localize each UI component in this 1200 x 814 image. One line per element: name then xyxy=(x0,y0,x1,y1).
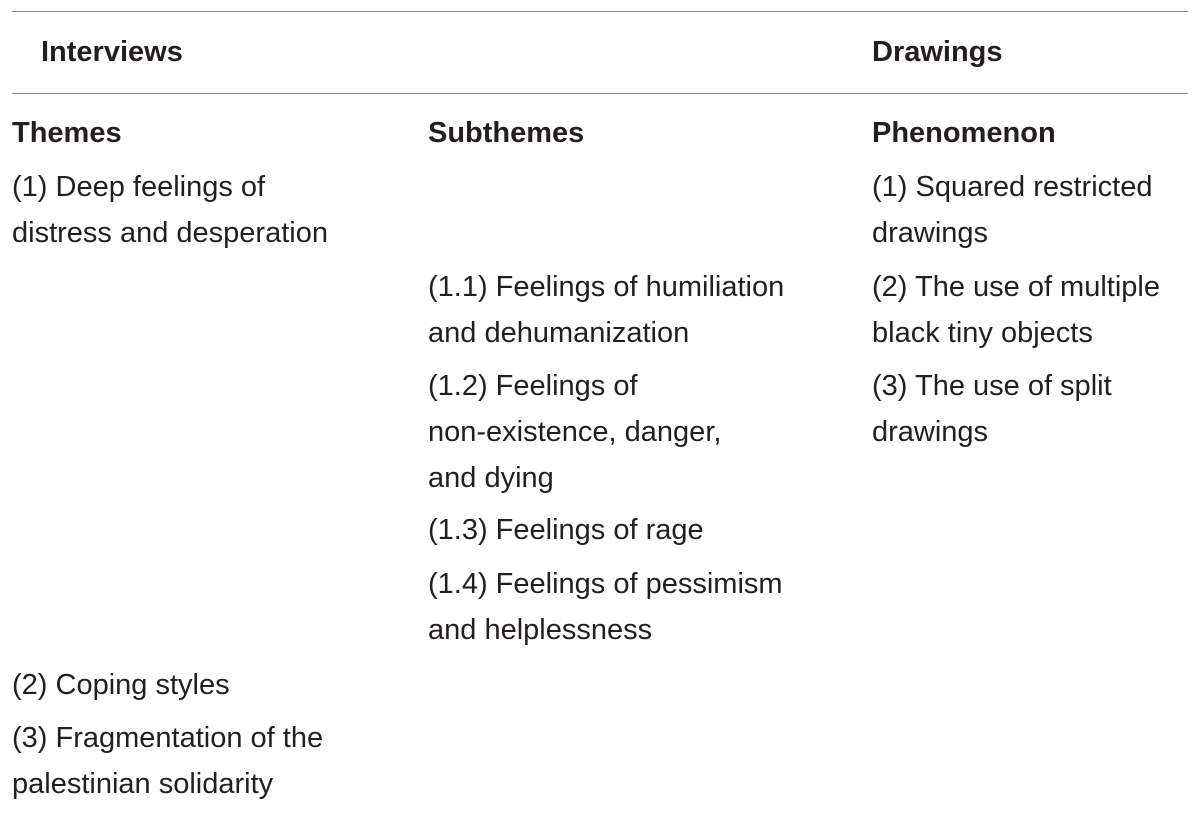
phenomenon-cell-3 xyxy=(872,363,1112,455)
phenomenon-1-line-2: drawings xyxy=(872,217,989,249)
theme-1-line-1: (1) Deep feelings of xyxy=(12,171,266,203)
phenomenon-2-line-1: (2) The use of multiple xyxy=(872,271,1160,303)
subtheme-cell-1-4 xyxy=(428,561,783,653)
theme-cell-3 xyxy=(12,715,323,807)
group-header-drawings: Drawings xyxy=(872,36,1003,68)
subtheme-1-2-line-3: and dying xyxy=(428,462,554,494)
subtheme-1-4-line-1: (1.4) Feelings of pessimism xyxy=(428,568,783,600)
phenomenon-3-line-2: drawings xyxy=(872,416,989,448)
theme-cell-2 xyxy=(12,662,230,708)
column-header-themes: Themes xyxy=(12,117,122,149)
column-header-subthemes: Subthemes xyxy=(428,117,585,149)
subtheme-cell-1-1 xyxy=(428,264,784,356)
theme-3-line-2: palestinian solidarity xyxy=(12,768,274,800)
subtheme-cell-1-2 xyxy=(428,363,721,501)
subtheme-1-1-line-2: and dehumanization xyxy=(428,317,690,349)
phenomenon-cell-2 xyxy=(872,264,1160,356)
subtheme-1-2-line-1: (1.2) Feelings of xyxy=(428,370,638,402)
phenomenon-2-line-2: black tiny objects xyxy=(872,317,1093,349)
phenomenon-cell-1 xyxy=(872,164,1152,256)
theme-3-line-1: (3) Fragmentation of the xyxy=(12,722,324,754)
column-header-phenomenon: Phenomenon xyxy=(872,117,1056,149)
subtheme-1-4-line-2: and helplessness xyxy=(428,614,653,646)
subtheme-cell-1-3 xyxy=(428,507,704,553)
theme-cell-1 xyxy=(12,164,328,256)
table-header-rule xyxy=(12,93,1188,94)
group-header-interviews: Interviews xyxy=(41,36,183,68)
phenomenon-3-line-1: (3) The use of split xyxy=(872,370,1112,402)
theme-1-line-2: distress and desperation xyxy=(12,217,328,249)
table-top-rule xyxy=(12,11,1188,12)
subtheme-1-3-line-1: (1.3) Feelings of rage xyxy=(428,514,704,546)
phenomenon-1-line-1: (1) Squared restricted xyxy=(872,171,1153,203)
subtheme-1-2-line-2: non-existence, danger, xyxy=(428,416,722,448)
theme-2-line-1: (2) Coping styles xyxy=(12,669,230,701)
subtheme-1-1-line-1: (1.1) Feelings of humiliation xyxy=(428,271,785,303)
